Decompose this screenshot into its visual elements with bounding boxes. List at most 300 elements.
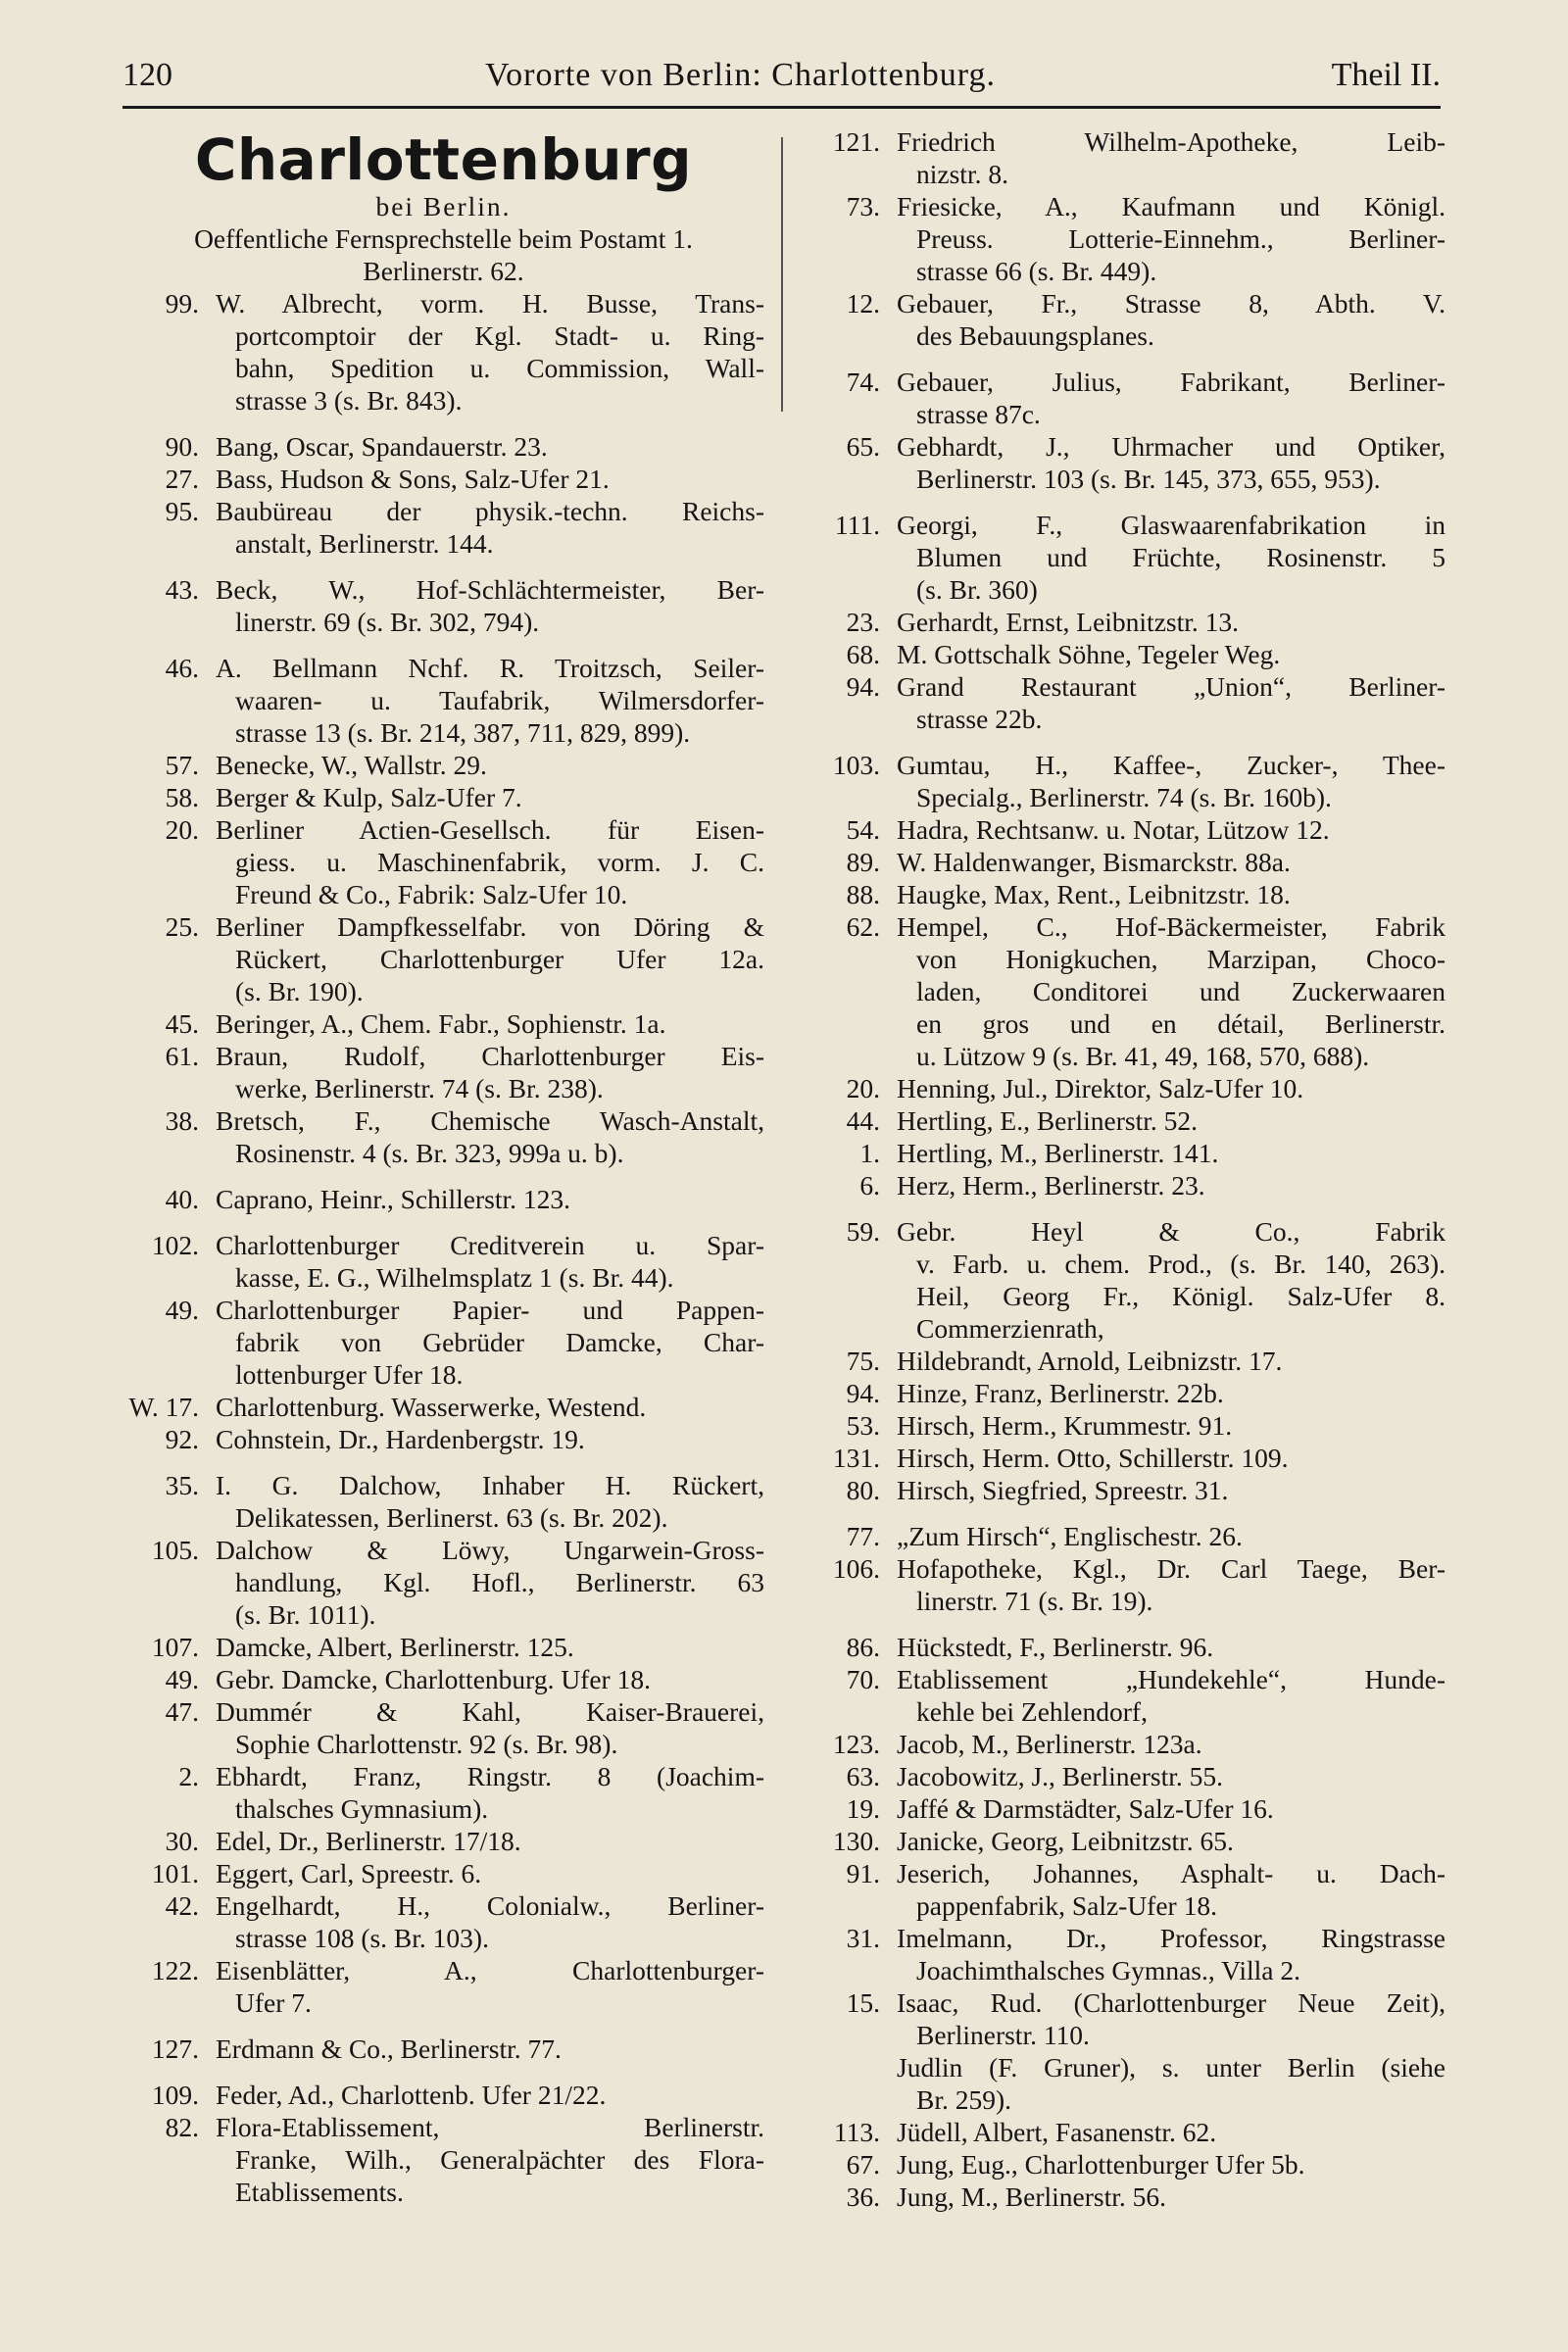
entry-line: Commerzienrath, [916,1313,1104,1344]
entry-text [897,606,1446,638]
entry-number: 46. [165,653,199,683]
entry-line: kasse, E. G., Wilhelmsplatz 1 (s. Br. 44). [235,1262,674,1293]
entry-number: 103. [832,750,880,780]
entry-line: Georgi, F., Glaswaarenfabrikation in [897,510,1446,540]
entry-line: Damcke, Albert, Berlinerstr. 125. [216,1632,574,1662]
directory-entry [804,1760,1446,1792]
entry-line: Ufer 7. [235,1987,312,2018]
entry-line: Janicke, Georg, Leibnitzstr. 65. [897,1826,1234,1856]
phone-note-address: Berlinerstr. 62. [363,256,524,286]
directory-entry [122,1825,764,1857]
entry-number: 131. [832,1443,880,1473]
entry-text [897,1169,1446,1201]
entry-number: 36. [846,2181,880,2212]
entry-line: werke, Berlinerstr. 74 (s. Br. 238). [235,1073,604,1103]
entry-line: Erdmann & Co., Berlinerstr. 77. [216,2034,562,2064]
entry-number: 88. [846,879,880,909]
entry-number: 12. [846,288,880,318]
entry-line: linerstr. 69 (s. Br. 302, 794). [235,607,540,637]
entry-text [897,1345,1446,1377]
entry-line: W. Albrecht, vorm. H. Busse, Trans- [216,288,764,318]
entry-line: Friesicke, A., Kaufmann und Königl. [897,191,1446,221]
entry-line: Gerhardt, Ernst, Leibnitzstr. 13. [897,607,1240,637]
entry-text [897,1986,1446,2051]
entry-line: Bass, Hudson & Sons, Salz-Ufer 21. [216,464,610,494]
entry-line: Etablissement „Hundekehle“, Hunde- [897,1664,1446,1694]
entry-text [897,1760,1446,1792]
entry-text [897,190,1446,287]
directory-entry [804,1442,1446,1474]
entry-number: 59. [846,1216,880,1247]
entry-number: 113. [833,2117,880,2147]
entry-line: Jung, M., Berlinerstr. 56. [897,2181,1166,2212]
entry-line: Friedrich Wilhelm-Apotheke, Leib- [897,126,1446,157]
entry-text [216,1825,764,1857]
directory-entry [804,430,1446,495]
left-column [122,125,764,2208]
running-title: Vororte von Berlin: Charlottenburg. [485,57,997,93]
entry-text [897,1072,1446,1104]
directory-entry [122,1104,764,1169]
entry-line: Br. 259). [916,2084,1012,2115]
entry-number: 40. [165,1184,199,1214]
directory-entry [804,1169,1446,1201]
directory-entry [804,1728,1446,1760]
directory-entry [804,1409,1446,1442]
entry-line: Heil, Georg Fr., Königl. Salz-Ufer 8. [916,1281,1446,1311]
directory-entry [804,2180,1446,2213]
directory-entry [122,1889,764,1954]
entry-line: Herz, Herm., Berlinerstr. 23. [897,1170,1205,1200]
entry-text [897,2051,1446,2116]
directory-entry [804,2051,1446,2116]
entry-text [897,287,1446,352]
entry-line: Joachimthalsches Gymnas., Villa 2. [916,1955,1300,1985]
entry-line: Hofapotheke, Kgl., Dr. Carl Taege, Ber- [897,1553,1446,1584]
entry-line: Jüdell, Albert, Fasanenstr. 62. [897,2117,1217,2147]
entry-number: 107. [151,1632,199,1662]
entry-line: Hildebrandt, Arnold, Leibnizstr. 17. [897,1346,1283,1376]
entry-text [897,1137,1446,1169]
header-rule [122,106,1441,109]
directory-entry [122,1469,764,1534]
entry-line: strasse 3 (s. Br. 843). [235,385,463,416]
entry-line: lottenburger Ufer 18. [235,1359,464,1390]
directory-entry [122,2033,764,2065]
entry-number: 105. [151,1535,199,1565]
entry-line: Charlottenburger Papier- und Pappen- [216,1295,764,1325]
entry-line: u. Lützow 9 (s. Br. 41, 49, 168, 570, 688). [916,1041,1370,1071]
entry-line: strasse 108 (s. Br. 103). [235,1923,489,1953]
entry-text [216,430,764,463]
entry-number: 74. [846,367,880,397]
entry-text [216,1229,764,1294]
entry-text [216,1760,764,1825]
entry-text [216,1631,764,1663]
entry-line: Rosinenstr. 4 (s. Br. 323, 999a u. b). [235,1138,624,1168]
entry-line: W. Haldenwanger, Bismarckstr. 88a. [897,847,1291,877]
directory-entry [804,190,1446,287]
entry-line: Gebr. Damcke, Charlottenburg. Ufer 18. [216,1664,651,1694]
entry-number: 15. [846,1987,880,2018]
directory-entry [122,463,764,495]
entry-text [216,1007,764,1040]
entry-number: 31. [846,1923,880,1953]
page-number: 120 [122,57,172,93]
entry-text [216,749,764,781]
entry-text [897,1728,1446,1760]
directory-entry [804,1631,1446,1663]
entry-number: 130. [832,1826,880,1856]
entry-line: strasse 22b. [916,704,1043,734]
directory-entry [804,670,1446,735]
entry-number: 95. [165,496,199,526]
entry-line: strasse 66 (s. Br. 449). [916,256,1157,286]
directory-entry [804,1922,1446,1986]
entry-line: anstalt, Berlinerstr. 144. [235,528,494,559]
entry-number: 43. [165,574,199,605]
entry-line: giess. u. Maschinenfabrik, vorm. J. C. [235,847,764,877]
entry-text [897,1520,1446,1552]
entry-text [897,1663,1446,1728]
entry-text [216,1469,764,1534]
entry-number: 70. [846,1664,880,1694]
directory-entry [122,781,764,813]
entry-text [897,1377,1446,1409]
directory-entry [122,1183,764,1215]
entry-number: 58. [165,782,199,812]
entry-text [216,1889,764,1954]
entry-line: Jeserich, Johannes, Asphalt- u. Dach- [897,1858,1446,1888]
entry-line: Freund & Co., Fabrik: Salz-Ufer 10. [235,879,628,909]
directory-entry [122,2079,764,2111]
entry-line: Jacob, M., Berlinerstr. 123a. [897,1729,1202,1759]
directory-entry [804,1137,1446,1169]
entry-number: 47. [165,1696,199,1727]
entry-number: W. 17. [128,1392,199,1422]
directory-entry [804,910,1446,1072]
directory-entry [804,1345,1446,1377]
entry-text [897,910,1446,1072]
entry-text [897,1474,1446,1506]
directory-entry [122,2111,764,2208]
entry-text [216,1695,764,1760]
entry-line: handlung, Kgl. Hofl., Berlinerstr. 63 [235,1567,764,1597]
entry-text [897,1409,1446,1442]
entry-text [897,1792,1446,1825]
entry-text [897,366,1446,430]
entry-line: Sophie Charlottenstr. 92 (s. Br. 98). [235,1729,618,1759]
directory-entry [122,652,764,749]
directory-entry [804,749,1446,813]
entry-text [216,2111,764,2208]
entry-number: 109. [151,2080,199,2110]
entry-line: M. Gottschalk Söhne, Tegeler Weg. [897,639,1281,669]
entry-number: 94. [846,1378,880,1408]
entry-line: en gros und en détail, Berlinerstr. [916,1008,1446,1039]
entry-line: kehle bei Zehlendorf, [916,1696,1148,1727]
directory-entry [804,1215,1446,1345]
entry-number: 2. [178,1761,199,1791]
entry-line: Ebhardt, Franz, Ringstr. 8 (Joachim- [216,1761,764,1791]
directory-entry [122,1534,764,1631]
entry-number: 80. [846,1475,880,1505]
entry-text [897,125,1446,190]
directory-entry [122,1423,764,1455]
directory-entry [122,1760,764,1825]
directory-entry [122,1631,764,1663]
entry-number: 23. [846,607,880,637]
entry-line: Hirsch, Siegfried, Spreestr. 31. [897,1475,1229,1505]
entry-number: 38. [165,1105,199,1136]
entry-number: 53. [846,1410,880,1441]
right-column [804,125,1446,2213]
directory-entry [122,1007,764,1040]
entry-line: Cohnstein, Dr., Hardenbergstr. 19. [216,1424,585,1454]
entry-text [216,287,764,416]
entry-number: 45. [165,1008,199,1039]
entry-line: Hadra, Rechtsanw. u. Notar, Lützow 12. [897,814,1330,845]
entry-line: Grand Restaurant „Union“, Berliner- [897,671,1446,702]
directory-entry [804,846,1446,878]
entry-number: 94. [846,671,880,702]
entry-number: 90. [165,431,199,462]
entry-text [216,2033,764,2065]
entry-line: Charlottenburger Creditverein u. Spar- [216,1230,764,1260]
entry-line: A. Bellmann Nchf. R. Troitzsch, Seiler- [216,653,764,683]
entry-text [897,1857,1446,1922]
entry-line: v. Farb. u. chem. Prod., (s. Br. 140, 263). [916,1249,1446,1279]
phone-note: Oeffentliche Fernsprechstelle beim Postamt 1. [194,223,693,254]
entry-line: des Bebauungsplanes. [916,320,1154,351]
directory-entry [804,1825,1446,1857]
directory-entry [122,749,764,781]
entry-line: Berger & Kulp, Salz-Ufer 7. [216,782,522,812]
entry-text [897,1104,1446,1137]
entry-line: Jung, Eug., Charlottenburger Ufer 5b. [897,2149,1305,2180]
entry-line: Beck, W., Hof-Schlächtermeister, Ber- [216,574,764,605]
entry-number: 127. [151,2034,199,2064]
entry-text [897,749,1446,813]
directory-entry [804,2148,1446,2180]
entry-line: Eisenblätter, A., Charlottenburger- [216,1955,764,1985]
entry-line: Judlin (F. Gruner), s. unter Berlin (siehe [897,2052,1446,2082]
entry-line: fabrik von Gebrüder Damcke, Char- [235,1327,764,1357]
entry-line: portcomptoir der Kgl. Stadt- u. Ring- [235,320,764,351]
entry-number: 123. [832,1729,880,1759]
entry-number: 68. [846,639,880,669]
entry-number: 65. [846,431,880,462]
entry-text [897,813,1446,846]
entry-text [216,495,764,560]
entry-number: 75. [846,1346,880,1376]
entry-line: Edel, Dr., Berlinerstr. 17/18. [216,1826,521,1856]
entry-text [897,430,1446,495]
entry-number: 49. [165,1664,199,1694]
directory-entry [122,1954,764,2019]
entry-number: 82. [165,2112,199,2142]
entry-line: I. G. Dalchow, Inhaber H. Rückert, [216,1470,764,1500]
entry-line: linerstr. 71 (s. Br. 19). [916,1586,1153,1616]
entry-text [897,1631,1446,1663]
entry-line: Hinze, Franz, Berlinerstr. 22b. [897,1378,1224,1408]
entry-number: 73. [846,191,880,221]
directory-entry [122,1229,764,1294]
entry-line: Gebauer, Julius, Fabrikant, Berliner- [897,367,1446,397]
entry-number: 86. [846,1632,880,1662]
entry-line: Gumtau, H., Kaffee-, Zucker-, Thee- [897,750,1446,780]
entry-line: Hirsch, Herm., Krummestr. 91. [897,1410,1233,1441]
entry-line: Franke, Wilh., Generalpächter des Flora- [235,2144,764,2175]
entry-line: Feder, Ad., Charlottenb. Ufer 21/22. [216,2080,607,2110]
entry-number: 27. [165,464,199,494]
entry-line: Dalchow & Löwy, Ungarwein-Gross- [216,1535,764,1565]
entry-line: Gebr. Heyl & Co., Fabrik [897,1216,1446,1247]
entry-number: 42. [165,1890,199,1921]
entry-line: Jaffé & Darmstädter, Salz-Ufer 16. [897,1793,1274,1824]
entry-line: waaren- u. Taufabrik, Wilmersdorfer- [235,685,764,715]
entry-text [897,638,1446,670]
entry-text [216,1104,764,1169]
entry-text [216,781,764,813]
directory-entry [804,1552,1446,1617]
entry-text [897,1552,1446,1617]
entry-line: (s. Br. 1011). [235,1599,376,1630]
entry-text [216,813,764,910]
directory-entry [804,1986,1446,2051]
entry-number: 62. [846,911,880,942]
entry-line: Haugke, Max, Rent., Leibnitzstr. 18. [897,879,1291,909]
directory-entry [122,1695,764,1760]
directory-entry [122,287,764,416]
entry-line: Isaac, Rud. (Charlottenburger Neue Zeit), [897,1987,1446,2018]
entry-line: laden, Conditorei und Zuckerwaaren [916,976,1446,1006]
entry-line: Preuss. Lotterie-Einnehm., Berliner- [916,223,1446,254]
entry-line: nizstr. 8. [916,159,1008,189]
directory-entry [122,1857,764,1889]
page-header [122,57,1441,102]
column-divider [781,137,783,412]
entry-number: 19. [846,1793,880,1824]
entry-number: 30. [165,1826,199,1856]
directory-entry [804,1520,1446,1552]
directory-entry [804,878,1446,910]
entry-line: Gebhardt, J., Uhrmacher und Optiker, [897,431,1446,462]
entry-line: Flora-Etablissement, Berlinerstr. [216,2112,764,2142]
entry-text [216,573,764,638]
directory-entry [804,813,1446,846]
entry-number: 57. [165,750,199,780]
entry-line: Hückstedt, F., Berlinerstr. 96. [897,1632,1214,1662]
entry-text [216,1534,764,1631]
entry-text [897,1442,1446,1474]
entry-line: (s. Br. 360) [916,574,1038,605]
directory-entry [804,1792,1446,1825]
directory-entry [122,495,764,560]
entry-line: Bang, Oscar, Spandauerstr. 23. [216,431,548,462]
entry-text [897,1825,1446,1857]
directory-entry [804,1072,1446,1104]
entry-text [216,2079,764,2111]
entry-number: 49. [165,1295,199,1325]
entry-text [216,1954,764,2019]
entry-line: Dummér & Kahl, Kaiser-Brauerei, [216,1696,764,1727]
entry-number: 35. [165,1470,199,1500]
entry-number: 61. [165,1041,199,1071]
entry-text [897,670,1446,735]
directory-entry [804,1377,1446,1409]
directory-entry [122,813,764,910]
entry-number: 20. [846,1073,880,1103]
entry-number: 44. [846,1105,880,1136]
section-subtitle: bei Berlin. [375,191,512,221]
entry-line: Specialg., Berlinerstr. 74 (s. Br. 160b). [916,782,1332,812]
directory-entry [804,1104,1446,1137]
entry-line: strasse 13 (s. Br. 214, 387, 711, 829, 899). [235,717,691,748]
entry-line: Engelhardt, H., Colonialw., Berliner- [216,1890,764,1921]
entry-text [216,1040,764,1104]
entry-number: 91. [846,1858,880,1888]
entry-text [216,1391,764,1423]
entry-line: „Zum Hirsch“, Englischestr. 26. [897,1521,1243,1551]
entry-line: Blumen und Früchte, Rosinenstr. 5 [916,542,1446,572]
directory-entry [804,366,1446,430]
entry-line: thalsches Gymnasium). [235,1793,489,1824]
entry-number: 122. [151,1955,199,1985]
directory-entry [122,1391,764,1423]
entry-line: Delikatessen, Berlinerst. 63 (s. Br. 202). [235,1502,668,1533]
entry-line: Bretsch, F., Chemische Wasch-Anstalt, [216,1105,764,1136]
entry-line: von Honigkuchen, Marzipan, Choco- [916,944,1446,974]
entry-line: Berliner Actien-Gesellsch. für Eisen- [216,814,764,845]
entry-number: 102. [151,1230,199,1260]
entry-number: 67. [846,2149,880,2180]
entry-text [216,1294,764,1391]
entry-text [897,2116,1446,2148]
entry-text [897,2180,1446,2213]
entry-text [216,463,764,495]
entry-number: 20. [165,814,199,845]
entry-line: Gebauer, Fr., Strasse 8, Abth. V. [897,288,1446,318]
section-title: Charlottenburg [194,126,693,193]
entry-text [897,509,1446,606]
entry-number: 77. [846,1521,880,1551]
entry-text [216,1857,764,1889]
entry-line: Benecke, W., Wallstr. 29. [216,750,487,780]
entry-line: Berlinerstr. 110. [916,2020,1090,2050]
entry-number: 121. [832,126,880,157]
entry-text [897,878,1446,910]
entry-number: 54. [846,814,880,845]
entry-number: 106. [832,1553,880,1584]
entry-line: Jacobowitz, J., Berlinerstr. 55. [897,1761,1223,1791]
entry-line: Etablissements. [235,2177,404,2207]
entry-text [897,1215,1446,1345]
entry-line: Beringer, A., Chem. Fabr., Sophienstr. 1a. [216,1008,666,1039]
entry-line: Eggert, Carl, Spreestr. 6. [216,1858,482,1888]
entry-line: Henning, Jul., Direktor, Salz-Ufer 10. [897,1073,1304,1103]
directory-entry [804,287,1446,352]
left-entries [122,287,764,2208]
entry-text [216,1663,764,1695]
entry-line: Berliner Dampfkesselfabr. von Döring & [216,911,764,942]
entry-line: strasse 87c. [916,399,1041,429]
directory-entry [804,2116,1446,2148]
entry-number: 25. [165,911,199,942]
entry-line: Baubüreau der physik.-techn. Reichs- [216,496,764,526]
entry-line: Berlinerstr. 103 (s. Br. 145, 373, 655, 953). [916,464,1381,494]
right-entries [804,125,1446,2213]
